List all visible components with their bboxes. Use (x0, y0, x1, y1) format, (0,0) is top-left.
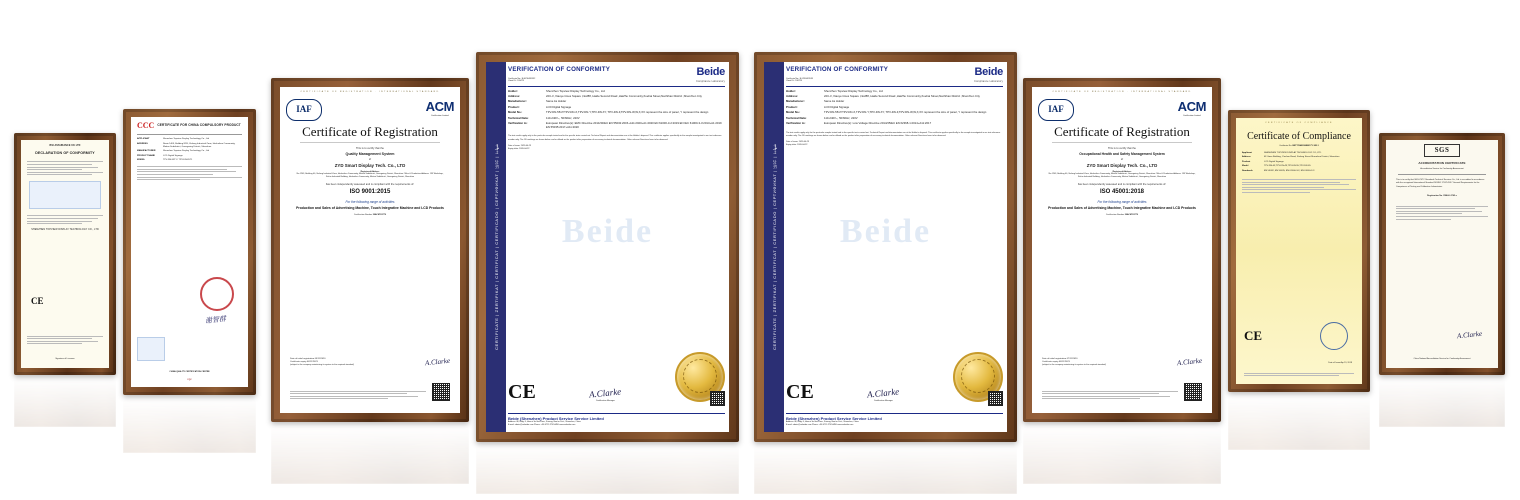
cert1-table (29, 181, 101, 209)
cert2-field-value-2: Shenzhen Topview Display Technology Co., Ltd (163, 150, 210, 153)
cert1-org: SHENZHEN TOPVIEW DISPLAY TECHNOLOGY CO., LTD (31, 228, 99, 232)
certificate-frame-sgs[interactable] (1379, 133, 1505, 375)
certificate-frame-ccc[interactable] (123, 109, 256, 395)
paper-content (280, 87, 460, 413)
cert5-field-label-4: Model No.: (786, 110, 801, 115)
cert8-subtitle: Accreditation Service for Conformity Assessment (1420, 167, 1464, 170)
cert3-band: CERTIFICATE OF REGISTRATION · INTERNATIONAL STANDARD (300, 91, 440, 93)
cert4-side-strip (486, 62, 506, 432)
cert8-accredit-no: CNAS L2763-s (1443, 195, 1457, 198)
cert5-field-label-6: Verification to: (786, 120, 806, 125)
cert5-clientid-label: Client ID: (786, 80, 795, 83)
cert1-body-lines-2 (27, 215, 103, 224)
iaf-logo-icon: IAF (286, 99, 322, 121)
cert6-footer-lines (1042, 389, 1178, 401)
cert6-activities-label: For the following range of activities (1097, 199, 1147, 204)
cert6-script-title: Certificate of Registration (1054, 123, 1190, 139)
cert6-activities: Production and Sales of Advertising Machine, Touch Integrative Machine and LCD Products (1048, 205, 1196, 210)
signature: 谢智群 (204, 315, 227, 326)
acm-logo-icon: ACM (1177, 98, 1206, 114)
qr-code-icon (710, 391, 725, 406)
cert7-issue-label: Date of Issue (1328, 361, 1341, 364)
certificate-paper (131, 117, 248, 387)
cert6-standard: ISO 45001:2018 (1099, 189, 1145, 196)
cert5-footer-company: Beide (Shenzhen) Product Service Service Limited (786, 416, 882, 421)
cert5-side-text: CERTIFICATE | ZERTIFIKAT | CERTIFICAT | CERTIFICADO | СЕРТИФИКАТ | 证书 | شهادة (771, 144, 777, 350)
reflection-cert-1 (14, 375, 116, 427)
cert6-address-label: Registered Address (1112, 170, 1132, 173)
cert4-field-value-4: TPV-DN-5517/TPV-DN-X,TPV-DN-Y,TPV-DN-XY, TPV-DN-F,TPV-DN-W,W,X,XX represent the size of panel, Y represent the design (546, 110, 709, 115)
watermark: Beide (839, 212, 932, 250)
cert7-body-lines (1242, 179, 1356, 193)
cert5-expiry-label: Expiry date: (786, 143, 797, 146)
cert3-activities-label: For the following range of activities (345, 199, 395, 204)
cert2-field-value-3: LCD Digital Signage (163, 154, 183, 157)
cert8-body-lines (1392, 206, 1492, 220)
cert6-dates: Date of initial registration 07/11/2020 Certificate expiry 06/11/2023 (subject to the company maintaining its system to the required standard) (1042, 358, 1106, 366)
cert5-signatory-title: Certification Manager (873, 399, 893, 402)
cert8-title: ACCREDITATION CERTIFICATE (1418, 160, 1466, 165)
signature: A.Clarke (866, 386, 900, 400)
cert4-footer-address: Address: 6F, Bldg. 6, Hourui 3rd Ind Zone, Xixiang, Bao'an Dist., Shenzhen, China (508, 421, 581, 423)
cert7-band: CERTIFICATE OF COMPLIANCE (1265, 122, 1333, 124)
cert7-field-label-4: Standards (1242, 170, 1253, 172)
cert4-field-label-6: Verification to: (508, 120, 528, 125)
cert6-system: Occupational Health and Safety Management System (1079, 152, 1165, 156)
cert2-barcode (137, 337, 165, 361)
cert5-field-value-3: LCD Digital Signage (824, 104, 850, 109)
cert3-assessed: has been independently assessed and is compliant with the requirements of: (325, 183, 415, 187)
cert6-assessed: has been independently assessed and is compliant with the requirements of: (1077, 183, 1167, 187)
red-stamp-icon (200, 277, 234, 311)
cert5-field-value-0: Shenzhen Topview Display Technology Co., Ltd (824, 88, 883, 93)
reflection-cert-6 (1023, 422, 1221, 484)
cert4-expiry-label: Expiry date: (508, 147, 519, 150)
cert4-footer-company: Beide (Shenzhen) Product Service Service Limited (508, 416, 604, 421)
cert1-title: DECLARATION OF CONFORMITY (35, 151, 95, 155)
cert2-field-label-3: PRODUCT NAME (137, 154, 155, 157)
ce-mark-icon: CE (31, 296, 44, 306)
signature: A.Clarke (424, 356, 451, 368)
cert7-field-value-0: SHENZHEN TOPVIEW DISPLAY TECHNOLOGY CO.,LTD (1264, 151, 1322, 154)
cert7-field-label-2: Product (1242, 160, 1251, 163)
cert7-field-value-4: EN 55032, EN 55035, EN 61000-3-2, EN 61000-3-3 (1264, 170, 1315, 172)
cert4-field-label-3: Product: (508, 104, 520, 109)
cert5-clientid: C08728 (794, 80, 802, 83)
ccc-logo-icon: CCC (137, 121, 155, 130)
cert5-field-label-0: Holder: (786, 88, 796, 93)
paper-content (764, 62, 1007, 432)
cert7-certno: BST1T0493000B01YY-10E-1 (1292, 145, 1319, 148)
cert4-note: The test results apply only to the particular sample tested and to the specific tests carried out. Technical Report and documentation are at the Holder's disposal. This certificate applies specifically to the sample investigated in our test reference number only. The CE markings as shown below can be affixed on the product after preparation of necessary technical documentation. Other relevant Directives have to be observed. (508, 135, 722, 141)
cert5-field-value-2: Same As Holder (824, 99, 845, 104)
cert2-field-label-1: ADDRESS (137, 142, 148, 145)
cert8-body: This is to certify that SGS-CSTC Standards Technical Services Co., Ltd. is accredited in accordance with the recognized International Standard ISO/IEC 17025:2017 General Requirements for the Competence of Testing and Calibration Laboratories. (1396, 179, 1485, 188)
cert4-clientid-label: Client ID: (508, 80, 517, 83)
reflection-cert-4 (476, 442, 739, 494)
cert2-footer: CHINA QUALITY CERTIFICATION CENTRE (169, 370, 210, 373)
certificate-paper (1032, 87, 1212, 413)
cert4-field-value-6: European Directive(s): EMC Directive 2014/30/EU EN 55032:2015+A11:2020+A1:2020 EN 61000-3-2:2019 EN IEC 61000-3-3:2013+A1:2019 EN 55035:2017+A11:2020 (546, 120, 722, 129)
cert6-cert-number: Certification Number 20ACM113770 (1105, 214, 1139, 217)
cert7-field-label-0: Applicant (1242, 151, 1252, 154)
cert4-field-label-5: Technical Data: (508, 115, 529, 120)
cert5-issue-label: Date of issue: (786, 141, 799, 144)
signature: A.Clarke (1176, 356, 1203, 368)
cert4-field-value-2: Same As Holder (546, 99, 567, 104)
paper-content (21, 140, 109, 368)
certificate-paper (1386, 140, 1498, 368)
reflection-cert-2 (123, 395, 256, 453)
certificate-paper (280, 87, 460, 413)
cert5-title: VERIFICATION OF CONFORMITY (786, 66, 889, 73)
qr-code-icon (1184, 383, 1202, 401)
blue-stamp-icon (1320, 322, 1348, 350)
paper-content (1236, 118, 1362, 384)
cert6-band: CERTIFICATE OF REGISTRATION · INTERNATIONAL STANDARD (1052, 91, 1192, 93)
cert4-side-text: CERTIFICATE | ZERTIFIKAT | CERTIFICAT | CERTIFICADO | СЕРТИФИКАТ | 证书 | شهادة (493, 144, 499, 350)
cert2-field-label-2: MANUFACTURER (137, 150, 156, 153)
cert1-header: BSI ASSURANCE UK LTD (49, 144, 81, 147)
cert5-field-value-1: 22C-3 ,Xiaoye times Square ,No288, Haide Second Road ,HaiZhu Community,Xuehai Street,NanShan District ,Shenzhen City (824, 94, 980, 99)
signature: A.Clarke (588, 386, 622, 400)
paper-content (131, 117, 248, 387)
reflection-cert-3 (271, 422, 469, 484)
cert5-field-value-5: 110-240V~, 50/60Hz, 220V (824, 115, 858, 120)
cert7-script-title: Certificate of Compliance (1247, 130, 1351, 142)
cert5-side-strip (764, 62, 784, 432)
cert5-field-value-4: TPV-DN-5517/TPV-DN-X,TPV-DN-Y,TPV-DN-XY, TPV-DN-F,TPV-DN-W,W,X,XX represent the size of panel, Y represent the design (824, 110, 987, 115)
cert4-issue-date: 2023-04-23 (520, 145, 532, 148)
qr-code-icon (432, 383, 450, 401)
cert5-note: The test results apply only for the particular sample tested and to the specific tests carried out. Technical Report and documentation are at the Holder's disposal. This certificate applies specifically to the sample investigated in our test reference number only. The CE markings as shown below can be affixed on the product after preparation of necessary technical documentation. Other relevant Directives have to be observed. (786, 131, 1001, 138)
cert4-title: VERIFICATION OF CONFORMITY (508, 66, 611, 73)
cert2-title: CERTIFICATE FOR CHINA COMPULSORY PRODUCT (157, 123, 241, 128)
cert8-accredit-label: Registration No. (1427, 195, 1443, 198)
cert5-field-label-3: Product: (786, 104, 798, 109)
cert2-body-lines (137, 166, 242, 180)
cert4-field-value-1: 22C-3 ,Xiaoye times Square ,No288, Haide Second Road ,HaiZhu Community,Xuehai Street,NanShan District ,Shenzhen City (546, 94, 702, 99)
cert4-certno: B-EZ30481532 (521, 77, 536, 80)
cert3-dates: Date of initial registration 05/11/2020 Certificate expiry 04/11/2023 (subject to the company maintaining its system to the required standard) (290, 358, 354, 366)
reflection-cert-5 (754, 442, 1017, 494)
cert4-signatory-title: Certification Manager (595, 399, 615, 402)
acm-logo-sub: Certification Limited (1183, 115, 1201, 117)
acm-logo-icon: ACM (425, 98, 454, 114)
paper-content (1032, 87, 1212, 413)
paper-content (486, 62, 729, 432)
cert5-issue-date: 2023-04-23 (798, 141, 810, 144)
cert7-field-value-2: LCD Digital Signage (1264, 160, 1284, 163)
cert3-intro: This is to certify that the (356, 147, 384, 150)
certificate-paper (764, 62, 1007, 432)
reflection-cert-7 (1228, 392, 1370, 450)
ce-mark-icon: CE (1244, 328, 1263, 343)
cert7-field-value-1: 4F Gozo Building, Yinshan Road, Xialang Street Shenzhen District, Shenzhen (1264, 156, 1340, 159)
cert8-footer: China National Accreditation Service for Conformity Assessment (1413, 357, 1471, 360)
cert5-footer-address: Address: 6F, Bldg. 6, Hourui 3rd Ind Zone, Xixiang, Bao'an Dist., Shenzhen, China (786, 421, 859, 423)
cert3-company: ZYD Smart Display Tech. Co., LTD (334, 163, 406, 169)
cert4-issue-label: Date of issue: (508, 145, 521, 148)
cert1-footer: Signature of Licensee (55, 357, 75, 360)
cert3-cert-number: Certification Number 20ACM113770 (353, 214, 387, 217)
cert6-of: of (1120, 158, 1124, 162)
cert3-address-label: Registered Address (360, 170, 380, 173)
cert4-field-value-5: 110-240V~, 50/60Hz, 220V (546, 115, 580, 120)
cert5-certno: B-5230481533 (799, 77, 813, 80)
certificate-frame-bsi[interactable] (14, 133, 116, 375)
cert7-field-label-3: Model (1242, 165, 1249, 168)
cert4-footer-contact: E-mail: admin@szbeide.com Phone: +86 0755 27454496 www.szbeide.com (508, 423, 576, 426)
cert5-field-label-1: Address: (786, 94, 799, 99)
cert1-footer-lines (27, 334, 103, 346)
acm-logo-sub: Certification Limited (431, 115, 449, 117)
cert5-field-label-5: Technical Data: (786, 115, 807, 120)
cert7-certno-label: Certificate No. (1279, 145, 1292, 148)
cert3-footer-lines (290, 389, 426, 401)
cert5-expiry-date: 2026-04-22 (797, 143, 808, 146)
cert2-field-value-4: TPV-DN-55T1 / TPV-DN-65T1 (163, 159, 193, 162)
cert3-of: of (368, 158, 372, 162)
cert2-field-value-0: Shenzhen Topview Display Technology Co., Ltd (163, 138, 210, 140)
cert6-intro: This is to certify that the (1108, 147, 1136, 150)
qr-code-icon (988, 391, 1003, 406)
cert7-field-value-3: TPV-DN-43,TPV-DN-49,TPV-DN-55,TPV-DN-65 (1264, 165, 1311, 168)
cert4-field-label-4: Model No.: (508, 110, 523, 115)
cert4-field-label-2: Manufacturer: (508, 99, 527, 104)
cert4-field-value-0: Shenzhen Topview Display Technology Co., Ltd (546, 88, 605, 93)
cert5-field-value-6: European Directive(s): Low Voltage Directive 2014/35/EU EN 62368-1:2014+A11:2017 (824, 120, 932, 125)
cert4-certno-label: Certificate No.: (508, 77, 522, 80)
beide-logo-icon: Beide Compliance Laboratory (974, 66, 1003, 83)
certificate-frame-iso45001[interactable] (1023, 78, 1221, 422)
cert5-field-label-2: Manufacturer: (786, 99, 805, 104)
cert3-activities: Production and Sales of Advertising Machine, Touch Integrative Machine and LCD Products (296, 205, 444, 210)
certificate-frame-beide-lvd[interactable] (754, 52, 1017, 442)
cert3-address: No.1203, Building 40, Xialong Industrial Zone, Heshuikou Community, Matian Subdistrict, Guangming District, Shenzhen Office & Production Address: 13F Workshop, Xialun Industrial Building, Heshuikou Community, Matian Subdistrict, Guangming District, Shenzhen (296, 173, 444, 179)
cert2-field-label-0: APPLICANT (137, 138, 150, 140)
reflection-cert-8 (1379, 375, 1505, 427)
beide-logo-icon: Beide Compliance Laboratory (696, 66, 725, 83)
cert4-field-value-3: LCD Digital Signage (546, 104, 572, 109)
certificate-frame-beide-emc[interactable] (476, 52, 739, 442)
cert3-standard: ISO 9001:2015 (349, 189, 391, 196)
cert3-script-title: Certificate of Registration (302, 123, 438, 139)
certificate-paper (21, 140, 109, 368)
ce-mark-icon: CE (508, 381, 536, 403)
certificate-paper (486, 62, 729, 432)
iaf-logo-icon: IAF (1038, 99, 1074, 121)
cert4-clientid: C03473 (516, 80, 524, 83)
cert6-company: ZYD Smart Display Tech. Co., LTD (1086, 163, 1158, 169)
cert2-field-label-4: MODEL (137, 159, 145, 162)
sgs-logo-icon: SGS (1424, 144, 1460, 157)
cert5-footer-contact: E-mail: admin@szbeide.com Phone: +86 0755 27454496 www.szbeide.com (786, 423, 854, 426)
certificate-frame-iso9001[interactable] (271, 78, 469, 422)
cert5-certno-label: Certificate No.: (786, 77, 800, 80)
watermark: Beide (561, 212, 654, 250)
cert4-field-label-1: Address: (508, 94, 521, 99)
cert4-expiry-date: 2026-04-22 (519, 147, 530, 150)
cert7-field-label-1: Address (1242, 156, 1251, 159)
cert2-field-value-1: Naxin 1405, Building 8/20, Xialong Industrial Zone, Heshuikou Community, Matian Subdistrict, Guangming District, Shenzhen (163, 142, 236, 148)
cert4-field-label-0: Holder: (508, 88, 518, 93)
cert7-issue-date: Apr 19, 2018 (1340, 361, 1352, 364)
ce-mark-icon: CE (786, 381, 814, 403)
certificate-paper (1236, 118, 1362, 384)
signature: A.Clarke (1456, 329, 1483, 341)
cert1-body-lines (27, 161, 103, 175)
cert3-system: Quality Management System (345, 152, 395, 156)
cert6-address: No.1203, Building 40, Xialong Industrial Zone, Heshuikou Community, Matian Subdistrict, Guangming District, Shenzhen Office & Production Address: 13F Workshop, Xialun Industrial Building, Heshuikou Community, Matian Subdistrict, Guangming District, Shenzhen (1048, 173, 1196, 179)
certificate-frame-compliance[interactable] (1228, 110, 1370, 392)
paper-content (1386, 140, 1498, 368)
cqc-logo-icon: CQC (187, 378, 192, 381)
cert7-footer-lines (1244, 371, 1354, 378)
